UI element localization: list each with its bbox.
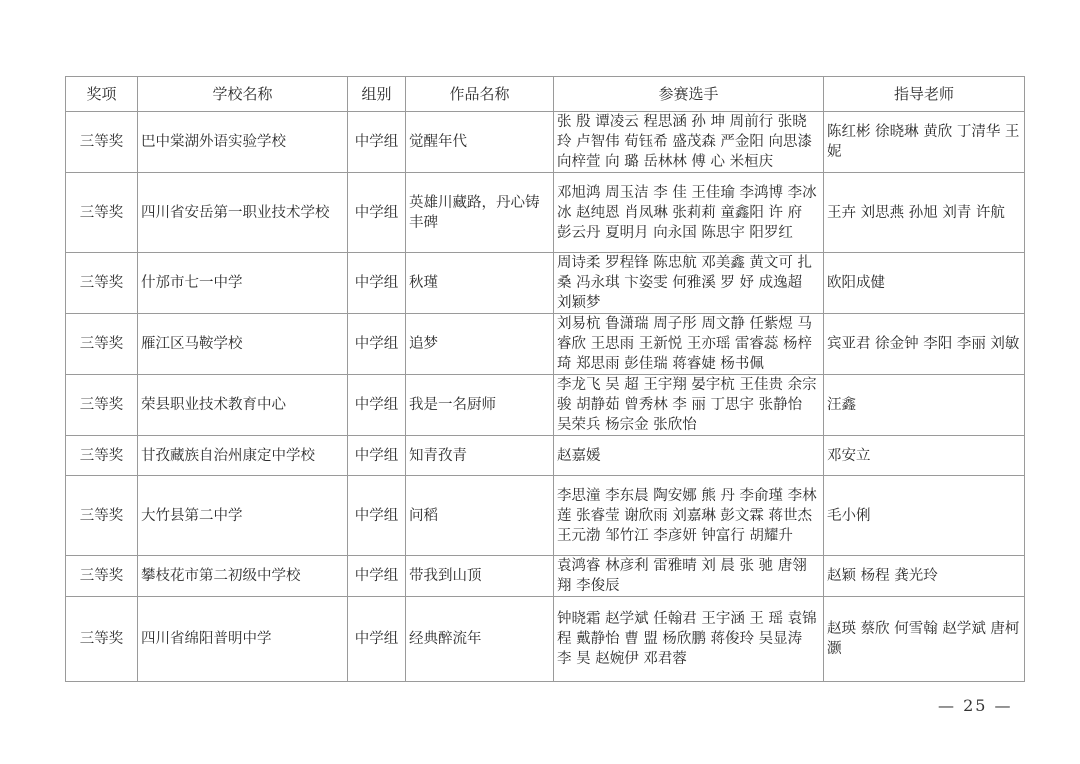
table-row (66, 253, 1025, 314)
group-cell: 中学组 (348, 476, 406, 556)
students-list: 李龙飞 吴 超 王宇翔 晏宇杭 王佳贵 余宗骏 胡静茹 曾秀林 李 丽 丁思宇 张静怡 吴荣兵 杨宗金 张欣怡 (557, 377, 817, 433)
award-cell: 三等奖 (66, 173, 138, 253)
students-cell (554, 556, 824, 597)
teachers-list: 毛小俐 (827, 507, 871, 524)
students-cell (554, 173, 824, 253)
table-row (66, 597, 1025, 682)
school-cell: 巴中棠湖外语实验学校 (138, 112, 348, 173)
header-group: 组别 (348, 77, 406, 112)
teachers-list: 欧阳成健 (827, 275, 885, 291)
students-list: 周诗柔 罗程锋 陈忠航 邓美鑫 黄文可 扎桑 冯永琪 卞姿雯 何雅溪 罗 妤 成逸超 刘颖梦 (557, 255, 813, 311)
students-cell (554, 253, 824, 314)
teachers-list: 汪鑫 (827, 397, 856, 413)
students-list: 李思潼 李东晨 陶安娜 熊 丹 李俞瑾 李林莲 张睿莹 谢欣雨 刘嘉琳 彭文霖 蒋世杰 王元渤 邹竹江 李彦妍 钟富行 胡耀升 (557, 487, 817, 544)
work-cell: 秋瑾 (406, 253, 554, 314)
teachers-cell (824, 375, 1025, 436)
award-cell: 三等奖 (66, 476, 138, 556)
teachers-cell (824, 173, 1025, 253)
award-cell: 三等奖 (66, 375, 138, 436)
header-students: 参赛选手 (554, 77, 824, 112)
teachers-cell (824, 556, 1025, 597)
school-cell: 四川省绵阳普明中学 (138, 597, 348, 682)
school-cell: 什邡市七一中学 (138, 253, 348, 314)
work-cell: 追梦 (406, 314, 554, 375)
header-award: 奖项 (66, 77, 138, 112)
group-cell: 中学组 (348, 597, 406, 682)
group-cell: 中学组 (348, 375, 406, 436)
school-cell: 四川省安岳第一职业技术学校 (138, 173, 348, 253)
award-cell: 三等奖 (66, 556, 138, 597)
group-cell: 中学组 (348, 112, 406, 173)
work-cell: 问稻 (406, 476, 554, 556)
students-cell (554, 476, 824, 556)
teachers-list: 邓安立 (827, 447, 871, 464)
work-cell: 我是一名厨师 (406, 375, 554, 436)
table-row (66, 112, 1025, 173)
teachers-list: 宾亚君 徐金钟 李阳 李丽 刘敏 (827, 336, 1020, 352)
students-cell (554, 597, 824, 682)
school-cell: 荣县职业技术教育中心 (138, 375, 348, 436)
award-cell: 三等奖 (66, 436, 138, 476)
students-list: 邓旭鸿 周玉洁 李 佳 王佳瑜 李鸿博 李冰冰 赵纯恩 肖凤琳 张莉莉 童鑫阳 许 府 彭云丹 夏明月 向永国 陈思宇 阳罗红 (557, 184, 817, 241)
awards-table (65, 76, 1025, 682)
header-school: 学校名称 (138, 77, 348, 112)
students-list: 刘易杭 鲁潇瑞 周子彤 周文静 任紫煜 马睿欣 王思雨 王新悦 王亦瑶 雷睿蕊 杨梓琦 郑思雨 彭佳瑞 蒋睿婕 杨书佩 (557, 316, 813, 372)
group-cell: 中学组 (348, 436, 406, 476)
students-list: 袁鸿睿 林彦利 雷雅晴 刘 晨 张 驰 唐翎翔 李俊辰 (557, 558, 807, 594)
school-cell: 攀枝花市第二初级中学校 (138, 556, 348, 597)
teachers-cell (824, 112, 1025, 173)
students-list: 钟晓霜 赵学斌 任翰君 王宇涵 王 瑶 袁锦程 戴静怡 曹 盟 杨欣鹏 蒋俊玲 吴显涛 李 昊 赵婉伊 邓君蓉 (557, 611, 817, 667)
work-cell: 英雄川藏路，丹心铸丰碑 (406, 173, 554, 253)
group-cell: 中学组 (348, 314, 406, 375)
table-row (66, 314, 1025, 375)
students-list: 张 殷 谭凌云 程思涵 孙 坤 周前行 张晓玲 卢智伟 荀钰希 盛茂森 严金阳 向思漆 向梓萱 向 璐 岳林林 傅 心 米桓庆 (557, 114, 813, 170)
students-list: 赵嘉媛 (557, 447, 601, 464)
table-row (66, 436, 1025, 476)
header-teachers: 指导老师 (824, 77, 1025, 112)
table-header-row (66, 77, 1025, 112)
group-cell: 中学组 (348, 253, 406, 314)
table-row (66, 375, 1025, 436)
page-number: — 25 — (938, 696, 1013, 715)
work-cell: 知青孜青 (406, 436, 554, 476)
award-cell: 三等奖 (66, 597, 138, 682)
students-cell (554, 375, 824, 436)
table-row (66, 476, 1025, 556)
teachers-cell (824, 314, 1025, 375)
school-cell: 甘孜藏族自治州康定中学校 (138, 436, 348, 476)
award-cell: 三等奖 (66, 112, 138, 173)
work-cell: 带我到山顶 (406, 556, 554, 597)
header-work: 作品名称 (406, 77, 554, 112)
table-row (66, 173, 1025, 253)
work-cell: 经典醉流年 (406, 597, 554, 682)
school-cell: 雁江区马鞍学校 (138, 314, 348, 375)
teachers-cell (824, 597, 1025, 682)
award-cell: 三等奖 (66, 253, 138, 314)
group-cell: 中学组 (348, 173, 406, 253)
teachers-list: 陈红彬 徐晓琳 黄欣 丁清华 王妮 (827, 124, 1020, 160)
teachers-cell (824, 476, 1025, 556)
teachers-list: 赵瑛 蔡欣 何雪翰 赵学斌 唐柯灏 (827, 621, 1020, 657)
table-row (66, 556, 1025, 597)
teachers-cell (824, 436, 1025, 476)
teachers-list: 王卉 刘思燕 孙旭 刘青 许航 (827, 204, 1005, 221)
work-cell: 觉醒年代 (406, 112, 554, 173)
students-cell (554, 112, 824, 173)
students-cell (554, 436, 824, 476)
students-cell (554, 314, 824, 375)
award-cell: 三等奖 (66, 314, 138, 375)
school-cell: 大竹县第二中学 (138, 476, 348, 556)
group-cell: 中学组 (348, 556, 406, 597)
teachers-list: 赵颖 杨程 龚光玲 (827, 568, 938, 584)
teachers-cell (824, 253, 1025, 314)
